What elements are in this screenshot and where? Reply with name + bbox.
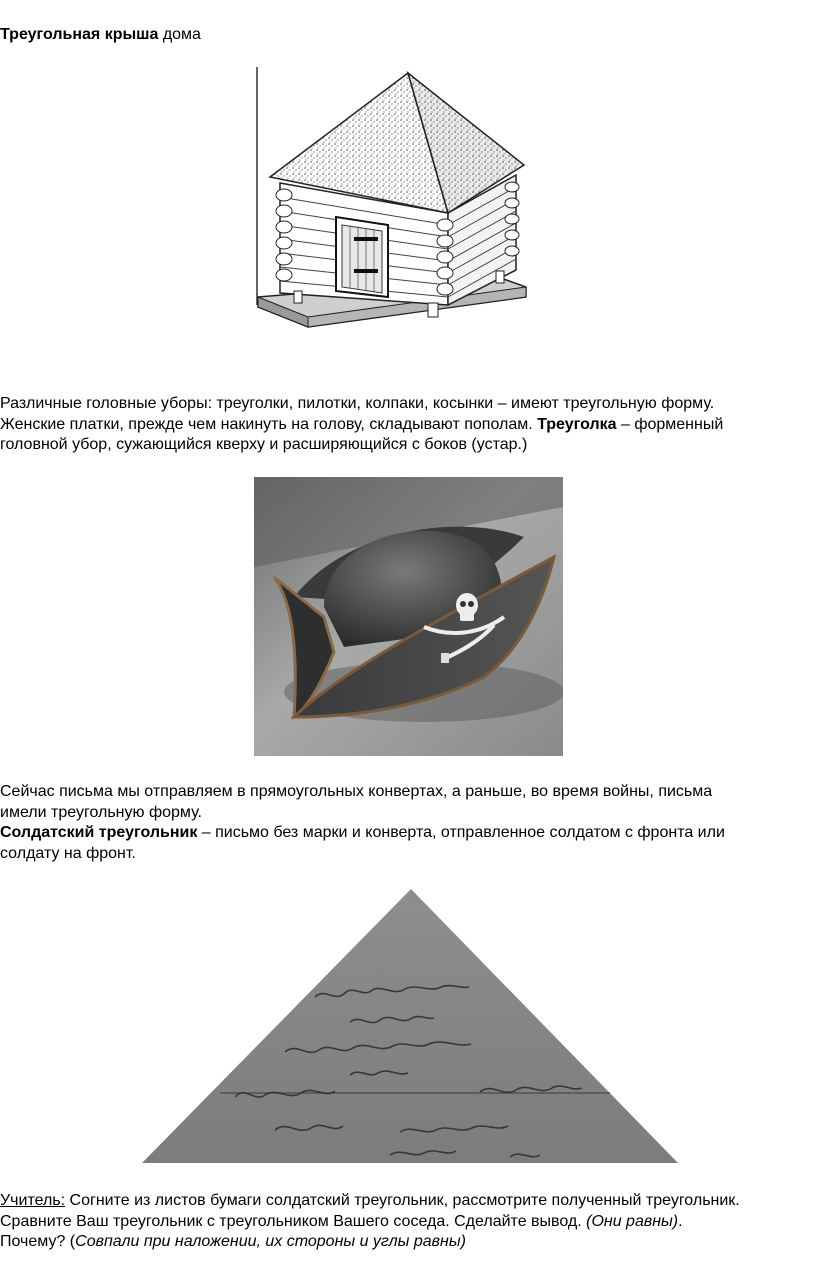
headwear-line-2 — [0, 415, 816, 436]
teacher-line-2-end: . — [678, 1212, 683, 1230]
headwear-paragraph — [0, 394, 816, 456]
soldier-triangle-letter-image — [140, 887, 682, 1167]
soldier-triangle-def-text: – письмо без марки и конверта, отправленное солдатом с фронта или — [197, 824, 725, 841]
roof-heading-bold: Треугольная крыша — [0, 26, 159, 43]
teacher-line-1-text: Согните из листов бумаги солдатский треугольник, рассмотрите полученный треугольник. — [65, 1192, 740, 1209]
teacher-line-2-text: Сравните Ваш треугольник с треугольником Вашего соседа. Сделайте вывод. — [0, 1212, 587, 1230]
answer-reason: Совпали при наложении, их стороны и углы равны) — [75, 1233, 466, 1250]
letters-line-2: имели треугольную форму. — [0, 803, 202, 821]
teacher-label: Учитель: — [0, 1192, 66, 1209]
answer-equal: (Они равны) — [586, 1212, 679, 1230]
headwear-line-2-text: Женские платки, прежде чем накинуть на голову, складывают пополам. — [0, 415, 538, 433]
letters-paragraph — [0, 782, 816, 864]
headwear-line-3: головной убор, сужающийся кверху и расширяющийся с боков (устар.) — [0, 436, 528, 453]
tricorn-term: Треуголка — [537, 415, 617, 433]
tricorn-hat-image — [254, 477, 563, 756]
teacher-paragraph — [0, 1191, 816, 1253]
teacher-line-1 — [0, 1191, 816, 1212]
soldier-triangle-term: Солдатский треугольник — [0, 824, 198, 841]
headwear-line-1: Различные головные уборы: треуголки, пилотки, колпаки, косынки – имеют треугольную форму. — [0, 395, 715, 412]
headwear-line-2-rest: – форменный — [616, 415, 724, 433]
soldier-triangle-definition — [0, 823, 816, 844]
teacher-line-2 — [0, 1212, 816, 1233]
letters-line-4: солдату на фронт. — [0, 844, 136, 862]
teacher-line-3-text: Почему? ( — [0, 1233, 76, 1250]
log-cabin-image — [250, 65, 535, 355]
roof-heading — [0, 25, 816, 46]
teacher-line-3 — [0, 1232, 816, 1253]
roof-heading-rest: дома — [158, 26, 201, 43]
letters-line-1: Сейчас письма мы отправляем в прямоугольных конвертах, а раньше, во время войны, письма — [0, 783, 713, 800]
